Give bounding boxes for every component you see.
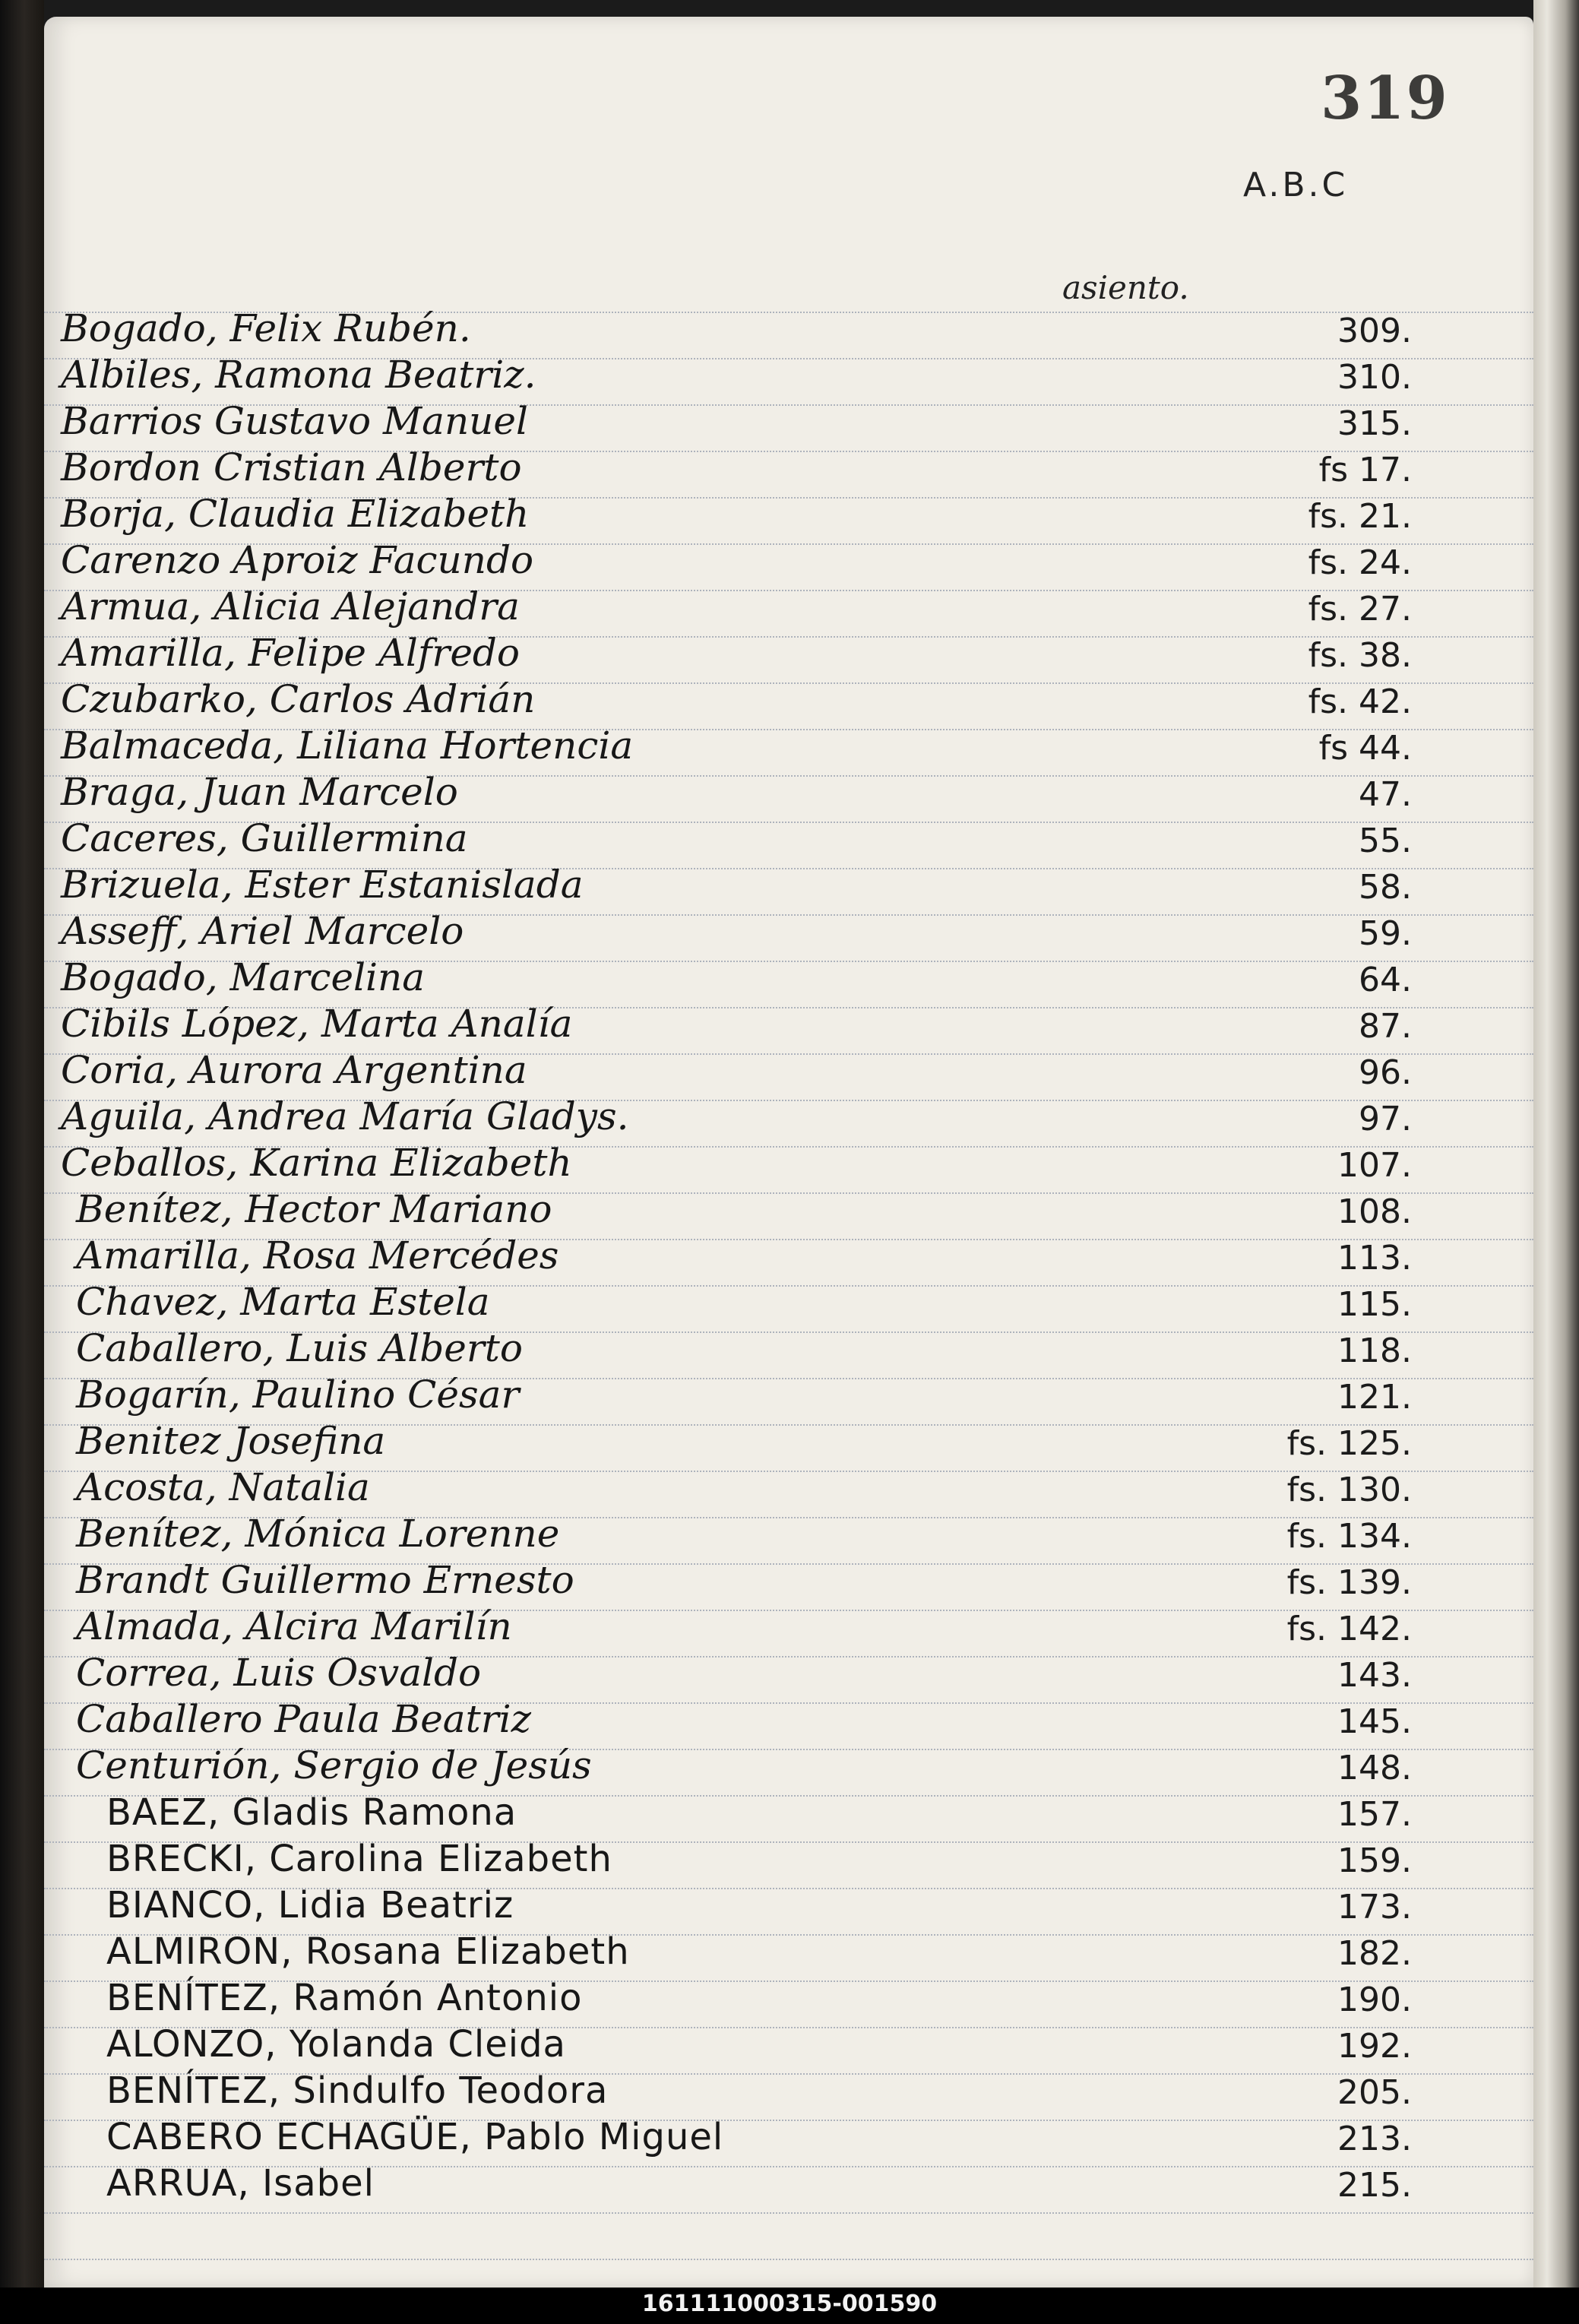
entry-name: BENÍTEZ, Ramón Antonio [106, 1977, 583, 2019]
ledger-entry [44, 1930, 1533, 1976]
entry-folio: fs. 142. [1286, 1610, 1412, 1648]
entry-name: Bogarín, Paulino César [76, 1373, 520, 1417]
ledger-entry [44, 2116, 1533, 2161]
entry-folio: 115. [1337, 1285, 1412, 1324]
entry-name: Bordon Cristian Alberto [61, 445, 522, 489]
entry-folio: 215. [1337, 2166, 1412, 2205]
entry-folio: 97. [1359, 1100, 1412, 1138]
ledger-entry [44, 1050, 1533, 1095]
ledger-entry [44, 1745, 1533, 1790]
entry-name: Aguila, Andrea María Gladys. [61, 1094, 629, 1138]
binding-shadow [0, 0, 44, 2288]
ledger-entry [44, 1189, 1533, 1234]
entry-name: Coria, Aurora Argentina [61, 1048, 527, 1092]
entry-name: Bogado, Felix Rubén. [61, 306, 471, 350]
entry-name: Carenzo Aproiz Facundo [61, 538, 534, 582]
entry-folio: fs. 42. [1308, 682, 1412, 721]
entry-name: BIANCO, Lidia Beatriz [106, 1884, 514, 1927]
entry-name: Brandt Guillermo Ernesto [76, 1558, 574, 1602]
entry-name: ALMIRON, Rosana Elizabeth [106, 1930, 630, 1973]
entry-name: Centurión, Sergio de Jesús [76, 1743, 592, 1787]
ledger-entry [44, 1838, 1533, 1883]
page-number: 319 [1321, 64, 1449, 133]
entry-name: BENÍTEZ, Sindulfo Teodora [106, 2069, 609, 2112]
entry-name: Barrios Gustavo Manuel [61, 399, 528, 443]
ledger-entry [44, 864, 1533, 910]
ledger-entry [44, 1235, 1533, 1281]
ledger-entry [44, 493, 1533, 539]
entry-folio: fs. 27. [1308, 590, 1412, 628]
entry-name: BAEZ, Gladis Ramona [106, 1791, 517, 1834]
entry-name: Cibils López, Marta Analía [61, 1002, 573, 1046]
entry-name: Benitez Josefina [76, 1419, 386, 1463]
entry-folio: 58. [1359, 868, 1412, 907]
document-code: 161111000315-001590 [641, 2291, 938, 2317]
entry-folio: fs. 134. [1286, 1517, 1412, 1556]
entry-name: BRECKI, Carolina Elizabeth [106, 1838, 612, 1880]
entry-folio: 192. [1337, 2027, 1412, 2066]
entry-name: Caceres, Guillermina [61, 816, 468, 860]
ledger-page [44, 17, 1533, 2288]
ledger-entry [44, 1652, 1533, 1698]
ledger-entry [44, 1977, 1533, 2022]
ledger-entry [44, 2023, 1533, 2069]
entry-folio: 108. [1337, 1192, 1412, 1231]
entry-name: Caballero Paula Beatriz [76, 1697, 531, 1741]
entry-folio: fs. 38. [1308, 636, 1412, 675]
entry-name: Borja, Claudia Elizabeth [61, 492, 530, 536]
entry-folio: fs. 21. [1308, 497, 1412, 536]
entry-name: Amarilla, Felipe Alfredo [61, 631, 521, 675]
entry-folio: 107. [1337, 1146, 1412, 1185]
ledger-entry [44, 1328, 1533, 1373]
entry-folio: fs 17. [1318, 451, 1412, 489]
entry-folio: fs. 125. [1286, 1424, 1412, 1463]
entry-name: Correa, Luis Osvaldo [76, 1651, 482, 1695]
entry-name: Bogado, Marcelina [61, 955, 426, 999]
ledger-entry [44, 725, 1533, 771]
ledger-entry [44, 2162, 1533, 2208]
entry-folio: fs. 130. [1286, 1471, 1412, 1509]
ledger-entry [44, 1142, 1533, 1188]
entry-folio: fs 44. [1318, 729, 1412, 768]
entry-folio: 213. [1337, 2120, 1412, 2158]
entry-name: ALONZO, Yolanda Cleida [106, 2023, 566, 2066]
ledger-entry [44, 1559, 1533, 1605]
ledger-entry [44, 1513, 1533, 1559]
ledger-entry [44, 957, 1533, 1002]
ledger-entry [44, 1884, 1533, 1930]
entry-name: Asseff, Ariel Marcelo [61, 909, 464, 953]
entry-folio: 64. [1359, 961, 1412, 999]
ledger-entry [44, 910, 1533, 956]
entry-name: Ceballos, Karina Elizabeth [61, 1141, 572, 1185]
entry-folio: 148. [1337, 1749, 1412, 1787]
entry-folio: 205. [1337, 2073, 1412, 2112]
entry-folio: fs. 24. [1308, 543, 1412, 582]
entry-folio: 145. [1337, 1702, 1412, 1741]
ledger-entry [44, 1281, 1533, 1327]
entry-name: ARRUA, Isabel [106, 2162, 375, 2205]
entry-name: Benítez, Mónica Lorenne [76, 1512, 560, 1556]
ledger-entry [44, 2069, 1533, 2115]
ledger-entry [44, 1096, 1533, 1141]
entry-folio: 47. [1359, 775, 1412, 814]
entry-list [44, 17, 1533, 2288]
entry-name: Almada, Alcira Marilín [76, 1604, 512, 1648]
ledger-entry [44, 1606, 1533, 1651]
ledger-entry [44, 1699, 1533, 1744]
ledger-entry [44, 771, 1533, 817]
ledger-entry [44, 1791, 1533, 1837]
entry-folio: 118. [1337, 1331, 1412, 1370]
entry-folio: 113. [1337, 1239, 1412, 1278]
entry-name: Amarilla, Rosa Mercédes [76, 1233, 559, 1278]
entry-name: Balmaceda, Liliana Hortencia [61, 723, 634, 768]
ledger-entry [44, 1003, 1533, 1049]
entry-folio: 182. [1337, 1934, 1412, 1973]
ledger-entry [44, 1374, 1533, 1420]
entry-folio: 310. [1337, 358, 1412, 397]
entry-folio: 143. [1337, 1656, 1412, 1695]
entry-folio: 121. [1337, 1378, 1412, 1417]
entry-folio: 96. [1359, 1053, 1412, 1092]
asiento-column-header: asiento. [1062, 269, 1189, 306]
ledger-entry [44, 679, 1533, 724]
entry-folio: 190. [1337, 1980, 1412, 2019]
entry-name: CABERO ECHAGÜE, Pablo Miguel [106, 2116, 724, 2158]
ledger-entry [44, 354, 1533, 400]
entry-name: Albiles, Ramona Beatriz. [61, 353, 536, 397]
entry-name: Braga, Juan Marcelo [61, 770, 458, 814]
entry-folio: 59. [1359, 914, 1412, 953]
entry-name: Caballero, Luis Alberto [76, 1326, 523, 1370]
entry-folio: 173. [1337, 1888, 1412, 1927]
ledger-entry [44, 401, 1533, 446]
entry-folio: 309. [1337, 312, 1412, 350]
ledger-entry [44, 818, 1533, 863]
ledger-entry [44, 1420, 1533, 1466]
ledger-entry [44, 447, 1533, 492]
entry-folio: 87. [1359, 1007, 1412, 1046]
entry-name: Brizuela, Ester Estanislada [61, 863, 584, 907]
ledger-entry [44, 586, 1533, 632]
entry-name: Chavez, Marta Estela [76, 1280, 490, 1324]
entry-name: Czubarko, Carlos Adrián [61, 677, 536, 721]
entry-folio: 159. [1337, 1841, 1412, 1880]
ledger-entry [44, 632, 1533, 678]
ledger-entry [44, 308, 1533, 353]
entry-name: Armua, Alicia Alejandra [61, 584, 520, 628]
entry-folio: 157. [1337, 1795, 1412, 1834]
entry-name: Benítez, Hector Mariano [76, 1187, 552, 1231]
entry-folio: 315. [1337, 404, 1412, 443]
entry-folio: fs. 139. [1286, 1563, 1412, 1602]
ledger-entry [44, 540, 1533, 585]
ledger-entry [44, 1467, 1533, 1512]
page-edge [1533, 0, 1579, 2288]
section-letters: A.B.C [1243, 166, 1349, 204]
entry-name: Acosta, Natalia [76, 1465, 370, 1509]
entry-folio: 55. [1359, 822, 1412, 860]
